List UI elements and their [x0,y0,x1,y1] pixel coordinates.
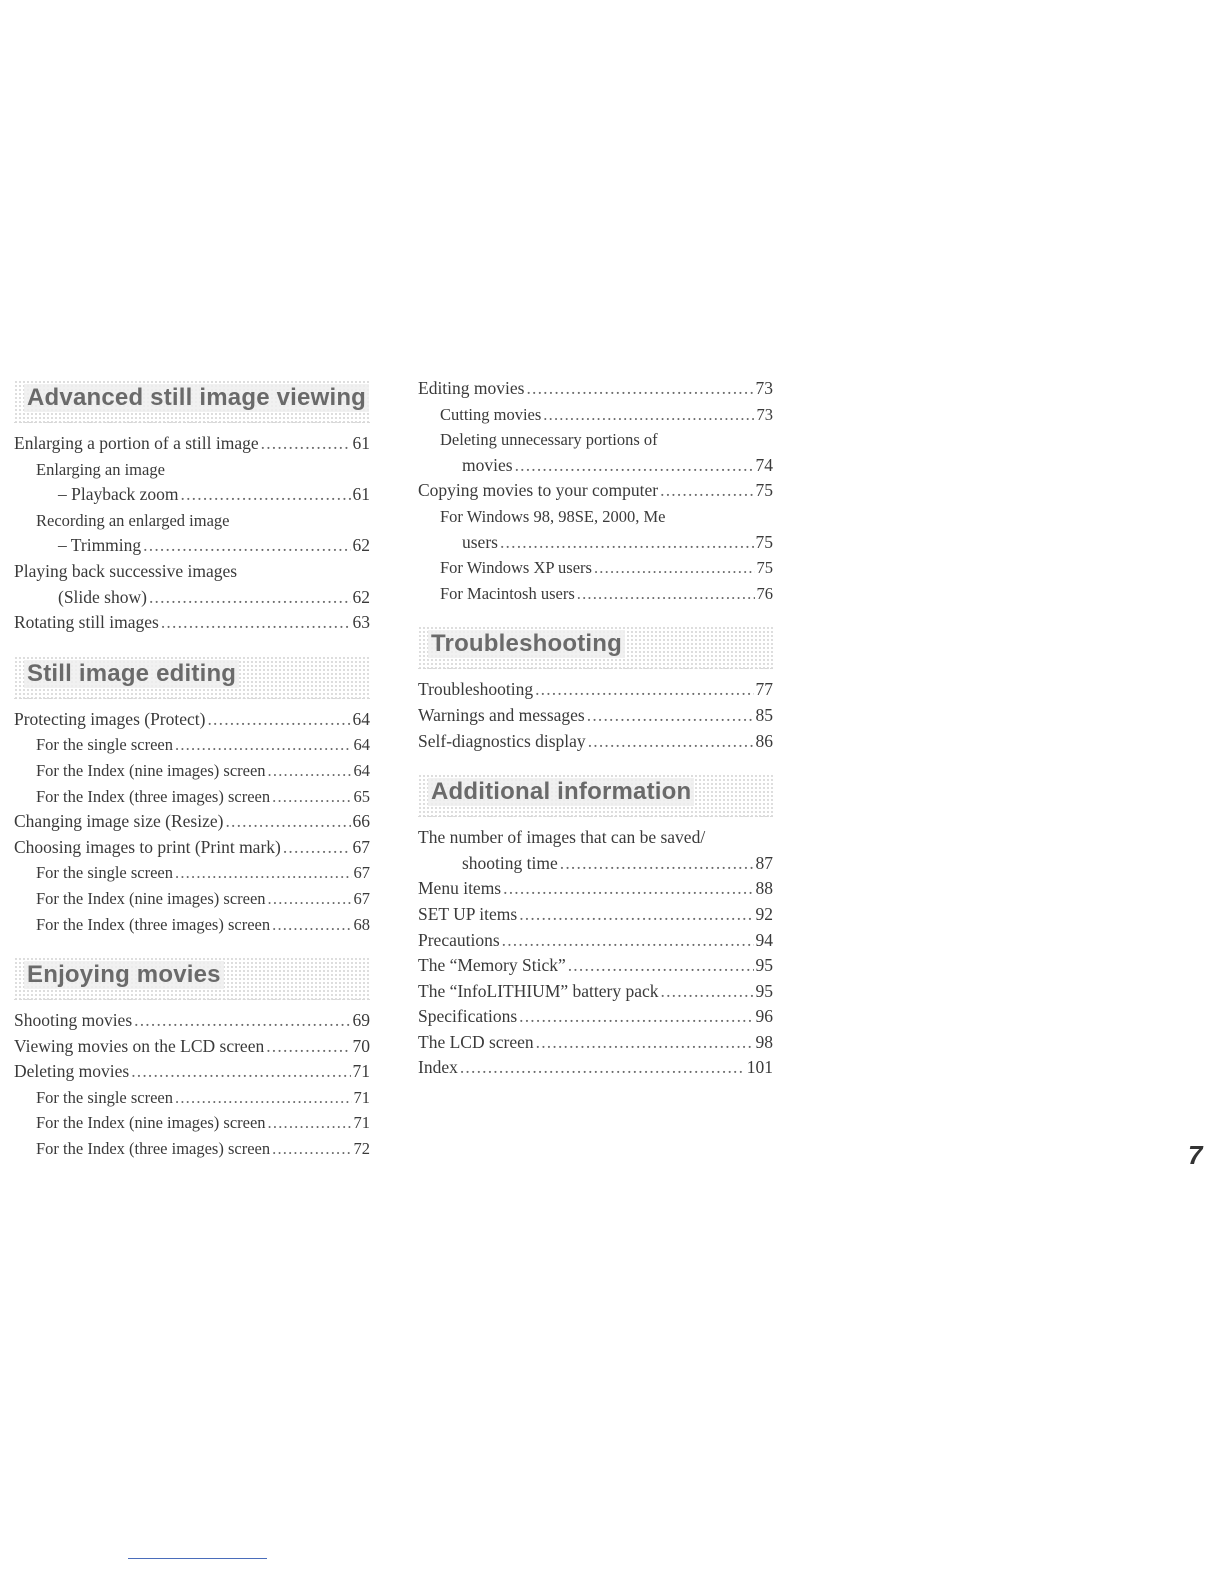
toc-entry[interactable] [14,1136,370,1162]
dot-leader [149,585,351,611]
toc-entry-title: Enlarging a portion of a still image [14,433,259,453]
toc-entry[interactable] [418,581,773,607]
section-heading-text: Advanced still image viewing [24,384,369,412]
toc-entry-title: The number of images that can be saved/ [418,827,706,848]
toc-entry-page: 98 [755,1031,773,1052]
toc-entry[interactable] [418,1030,773,1056]
dot-leader [261,431,351,457]
toc-right-column [418,376,773,1081]
underline-mark [128,1558,267,1559]
toc-entry-title: Shooting movies [14,1010,133,1031]
toc-entry-page: 61 [352,484,370,505]
toc-entry[interactable] [14,533,370,559]
toc-entry[interactable] [418,979,773,1005]
toc-entry[interactable] [14,610,370,636]
toc-entry-title: – Playback zoom [58,484,179,505]
toc-entry-page: 96 [755,1006,773,1027]
toc-left-column [14,376,370,1162]
toc-entry-page: 75 [755,480,773,501]
toc-entry[interactable] [14,482,370,508]
toc-entry[interactable] [418,825,773,851]
section-heading [14,656,370,699]
toc-entry-page: 85 [755,704,773,725]
dot-leader [460,1055,745,1081]
toc-entry-title: movies [462,454,513,475]
dot-leader [577,581,755,607]
toc-entry-page: 61 [352,433,370,453]
toc-entry[interactable] [14,732,370,758]
toc-entry-page: 92 [755,903,773,924]
toc-entry-title: users [462,531,498,552]
dot-leader [560,851,754,877]
toc-entry-page: 71 [353,1087,370,1107]
page-number: 7 [1188,1140,1203,1170]
dot-leader [268,758,352,784]
section-heading-text: Enjoying movies [24,961,224,989]
toc-entry-title: Warnings and messages [418,704,585,725]
toc-entry-title: shooting time [462,852,558,873]
toc-entry-page: 72 [353,1139,370,1159]
toc-entry[interactable] [418,453,773,479]
toc-entry-page: 66 [352,811,370,832]
toc-entry-list [14,1008,370,1162]
toc-entry-page: 63 [352,612,370,633]
toc-entry-title: Recording an enlarged image [36,510,230,530]
section-heading [14,957,370,1000]
toc-entry-title: Menu items [418,878,502,899]
toc-entry-page: 87 [755,852,773,873]
toc-entry[interactable] [14,431,370,457]
dot-leader [568,953,754,979]
toc-entry[interactable] [418,427,773,453]
toc-entry-page: 71 [353,1113,370,1133]
toc-entry-title: For Macintosh users [440,583,575,603]
toc-entry-title: Index [418,1057,458,1078]
toc-entry-title: Protecting images (Protect) [14,708,206,729]
dot-leader [526,376,753,402]
dot-leader [268,886,352,912]
toc-entry-title: SET UP items [418,903,518,924]
toc-entry[interactable] [14,860,370,886]
toc-entry[interactable] [418,555,773,581]
toc-entry[interactable] [14,784,370,810]
dot-leader [588,729,754,755]
toc-entry[interactable] [14,1034,370,1060]
toc-entry-page: 77 [755,679,773,700]
toc-entry[interactable] [418,928,773,954]
toc-entry-page: 75 [755,531,773,552]
toc-entry-page: 64 [353,760,370,780]
toc-entry-title: For the single screen [36,1087,174,1107]
toc-entry-list [418,825,773,1081]
toc-entry-title: For the Index (nine images) screen [36,888,266,908]
toc-entry-page: 94 [755,929,773,950]
toc-entry[interactable] [418,851,773,877]
toc-entry-page: 95 [755,955,773,976]
dot-leader [660,478,753,504]
toc-entry[interactable] [14,457,370,483]
toc-entry-title: Cutting movies [440,404,542,424]
toc-entry-list [418,677,773,754]
toc-entry-page: 74 [755,454,773,475]
dot-leader [272,784,351,810]
toc-entry-title: Deleting movies [14,1061,130,1082]
dot-leader [283,835,351,861]
toc-entry-page: 101 [746,1057,773,1078]
toc-entry-page: 67 [353,888,370,908]
section-heading-text: Additional information [428,778,694,806]
toc-entry-title: Enlarging an image [36,459,165,479]
toc-entry-list [14,431,370,636]
toc-entry-page: 62 [352,535,370,556]
toc-entry-title: For the Index (three images) screen [36,1139,271,1159]
toc-entry[interactable] [418,504,773,530]
dot-leader [175,1085,351,1111]
toc-entry[interactable] [14,886,370,912]
toc-entry[interactable] [14,585,370,611]
section-heading [418,626,773,669]
section-heading [14,380,370,423]
dot-leader [225,809,350,835]
dot-leader [207,707,350,733]
dot-leader [272,912,351,938]
toc-entry-title: Choosing images to print (Print mark) [14,836,281,857]
toc-entry[interactable] [14,809,370,835]
toc-entry-title: Rotating still images [14,612,159,633]
toc-entry-title: Deleting unnecessary portions of [440,430,658,450]
toc-entry[interactable] [418,1004,773,1030]
toc-entry[interactable] [14,1110,370,1136]
toc-entry[interactable] [14,707,370,733]
toc-entry-title: Copying movies to your computer [418,480,659,501]
toc-entry[interactable] [14,1085,370,1111]
toc-entry[interactable] [14,508,370,534]
dot-leader [515,453,754,479]
dot-leader [519,902,753,928]
dot-leader [535,677,753,703]
toc-entry[interactable] [418,902,773,928]
toc-entry[interactable] [418,729,773,755]
toc-entry-title: (Slide show) [58,586,147,607]
toc-entry[interactable] [418,530,773,556]
dot-leader [661,979,754,1005]
toc-entry-list [418,376,773,606]
dot-leader [500,530,754,556]
dot-leader [272,1136,351,1162]
toc-entry-title: For the Index (nine images) screen [36,1113,266,1133]
toc-entry-page: 88 [755,878,773,899]
toc-entry-title: For the single screen [36,863,174,883]
toc-entry[interactable] [418,478,773,504]
toc-entry-page: 73 [756,404,773,424]
dot-leader [594,555,755,581]
dot-leader [143,533,350,559]
toc-entry-page: 64 [352,708,370,729]
dot-leader [266,1034,350,1060]
toc-entry-page: 75 [756,558,773,578]
dot-leader [181,482,351,508]
toc-entry-title: The “Memory Stick” [418,955,566,976]
section-heading-text: Still image editing [24,660,239,688]
toc-entry-page: 69 [352,1010,370,1031]
toc-entry-title: Precautions [418,929,500,950]
toc-entry[interactable] [14,758,370,784]
toc-entry-title: Playing back successive images [14,560,238,581]
toc-entry[interactable] [14,1059,370,1085]
dot-leader [536,1030,754,1056]
toc-entry[interactable] [418,376,773,402]
toc-entry[interactable] [14,1008,370,1034]
toc-entry-title: For the Index (nine images) screen [36,760,266,780]
toc-entry[interactable] [14,835,370,861]
dot-leader [268,1110,352,1136]
dot-leader [519,1004,753,1030]
toc-entry-title: – Trimming [58,535,142,556]
dot-leader [543,402,754,428]
toc-entry-page: 68 [353,914,370,934]
toc-entry-page: 71 [352,1061,370,1082]
toc-entry-page: 62 [352,586,370,607]
toc-entry-page: 67 [352,836,370,857]
toc-entry-title: For the Index (three images) screen [36,786,271,806]
toc-entry[interactable] [418,953,773,979]
toc-entry-title: For Windows 98, 98SE, 2000, Me [440,506,666,526]
dot-leader [503,876,753,902]
toc-entry-page: 73 [755,378,773,398]
dot-leader [161,610,351,636]
toc-entry-title: For the single screen [36,735,174,755]
toc-entry-title: Self-diagnostics display [418,730,586,751]
dot-leader [131,1059,350,1085]
toc-entry-title: The LCD screen [418,1031,534,1052]
toc-entry-page: 65 [353,786,370,806]
dot-leader [134,1008,350,1034]
toc-entry-title: Troubleshooting [418,679,534,700]
toc-entry-page: 70 [352,1035,370,1056]
toc-entry[interactable] [14,559,370,585]
dot-leader [175,860,351,886]
toc-entry[interactable] [418,703,773,729]
toc-entry[interactable] [418,402,773,428]
toc-entry-title: The “InfoLITHIUM” battery pack [418,980,659,1001]
toc-entry-page: 95 [755,980,773,1001]
toc-entry-list [14,707,370,937]
toc-entry[interactable] [418,876,773,902]
toc-entry-title: Viewing movies on the LCD screen [14,1035,265,1056]
toc-entry-page: 86 [755,730,773,751]
toc-entry-title: For Windows XP users [440,558,592,578]
toc-entry-title: For the Index (three images) screen [36,914,271,934]
section-heading [418,774,773,817]
toc-entry-page: 76 [756,583,773,603]
toc-entry-title: Editing movies [418,378,525,398]
dot-leader [502,928,754,954]
toc-entry-title: Changing image size (Resize) [14,811,224,832]
dot-leader [175,732,351,758]
dot-leader [587,703,754,729]
section-heading-text: Troubleshooting [428,630,625,658]
toc-entry[interactable] [14,912,370,938]
toc-entry[interactable] [418,677,773,703]
toc-entry[interactable] [418,1055,773,1081]
toc-entry-page: 67 [353,863,370,883]
toc-entry-page: 64 [353,735,370,755]
toc-entry-title: Specifications [418,1006,518,1027]
